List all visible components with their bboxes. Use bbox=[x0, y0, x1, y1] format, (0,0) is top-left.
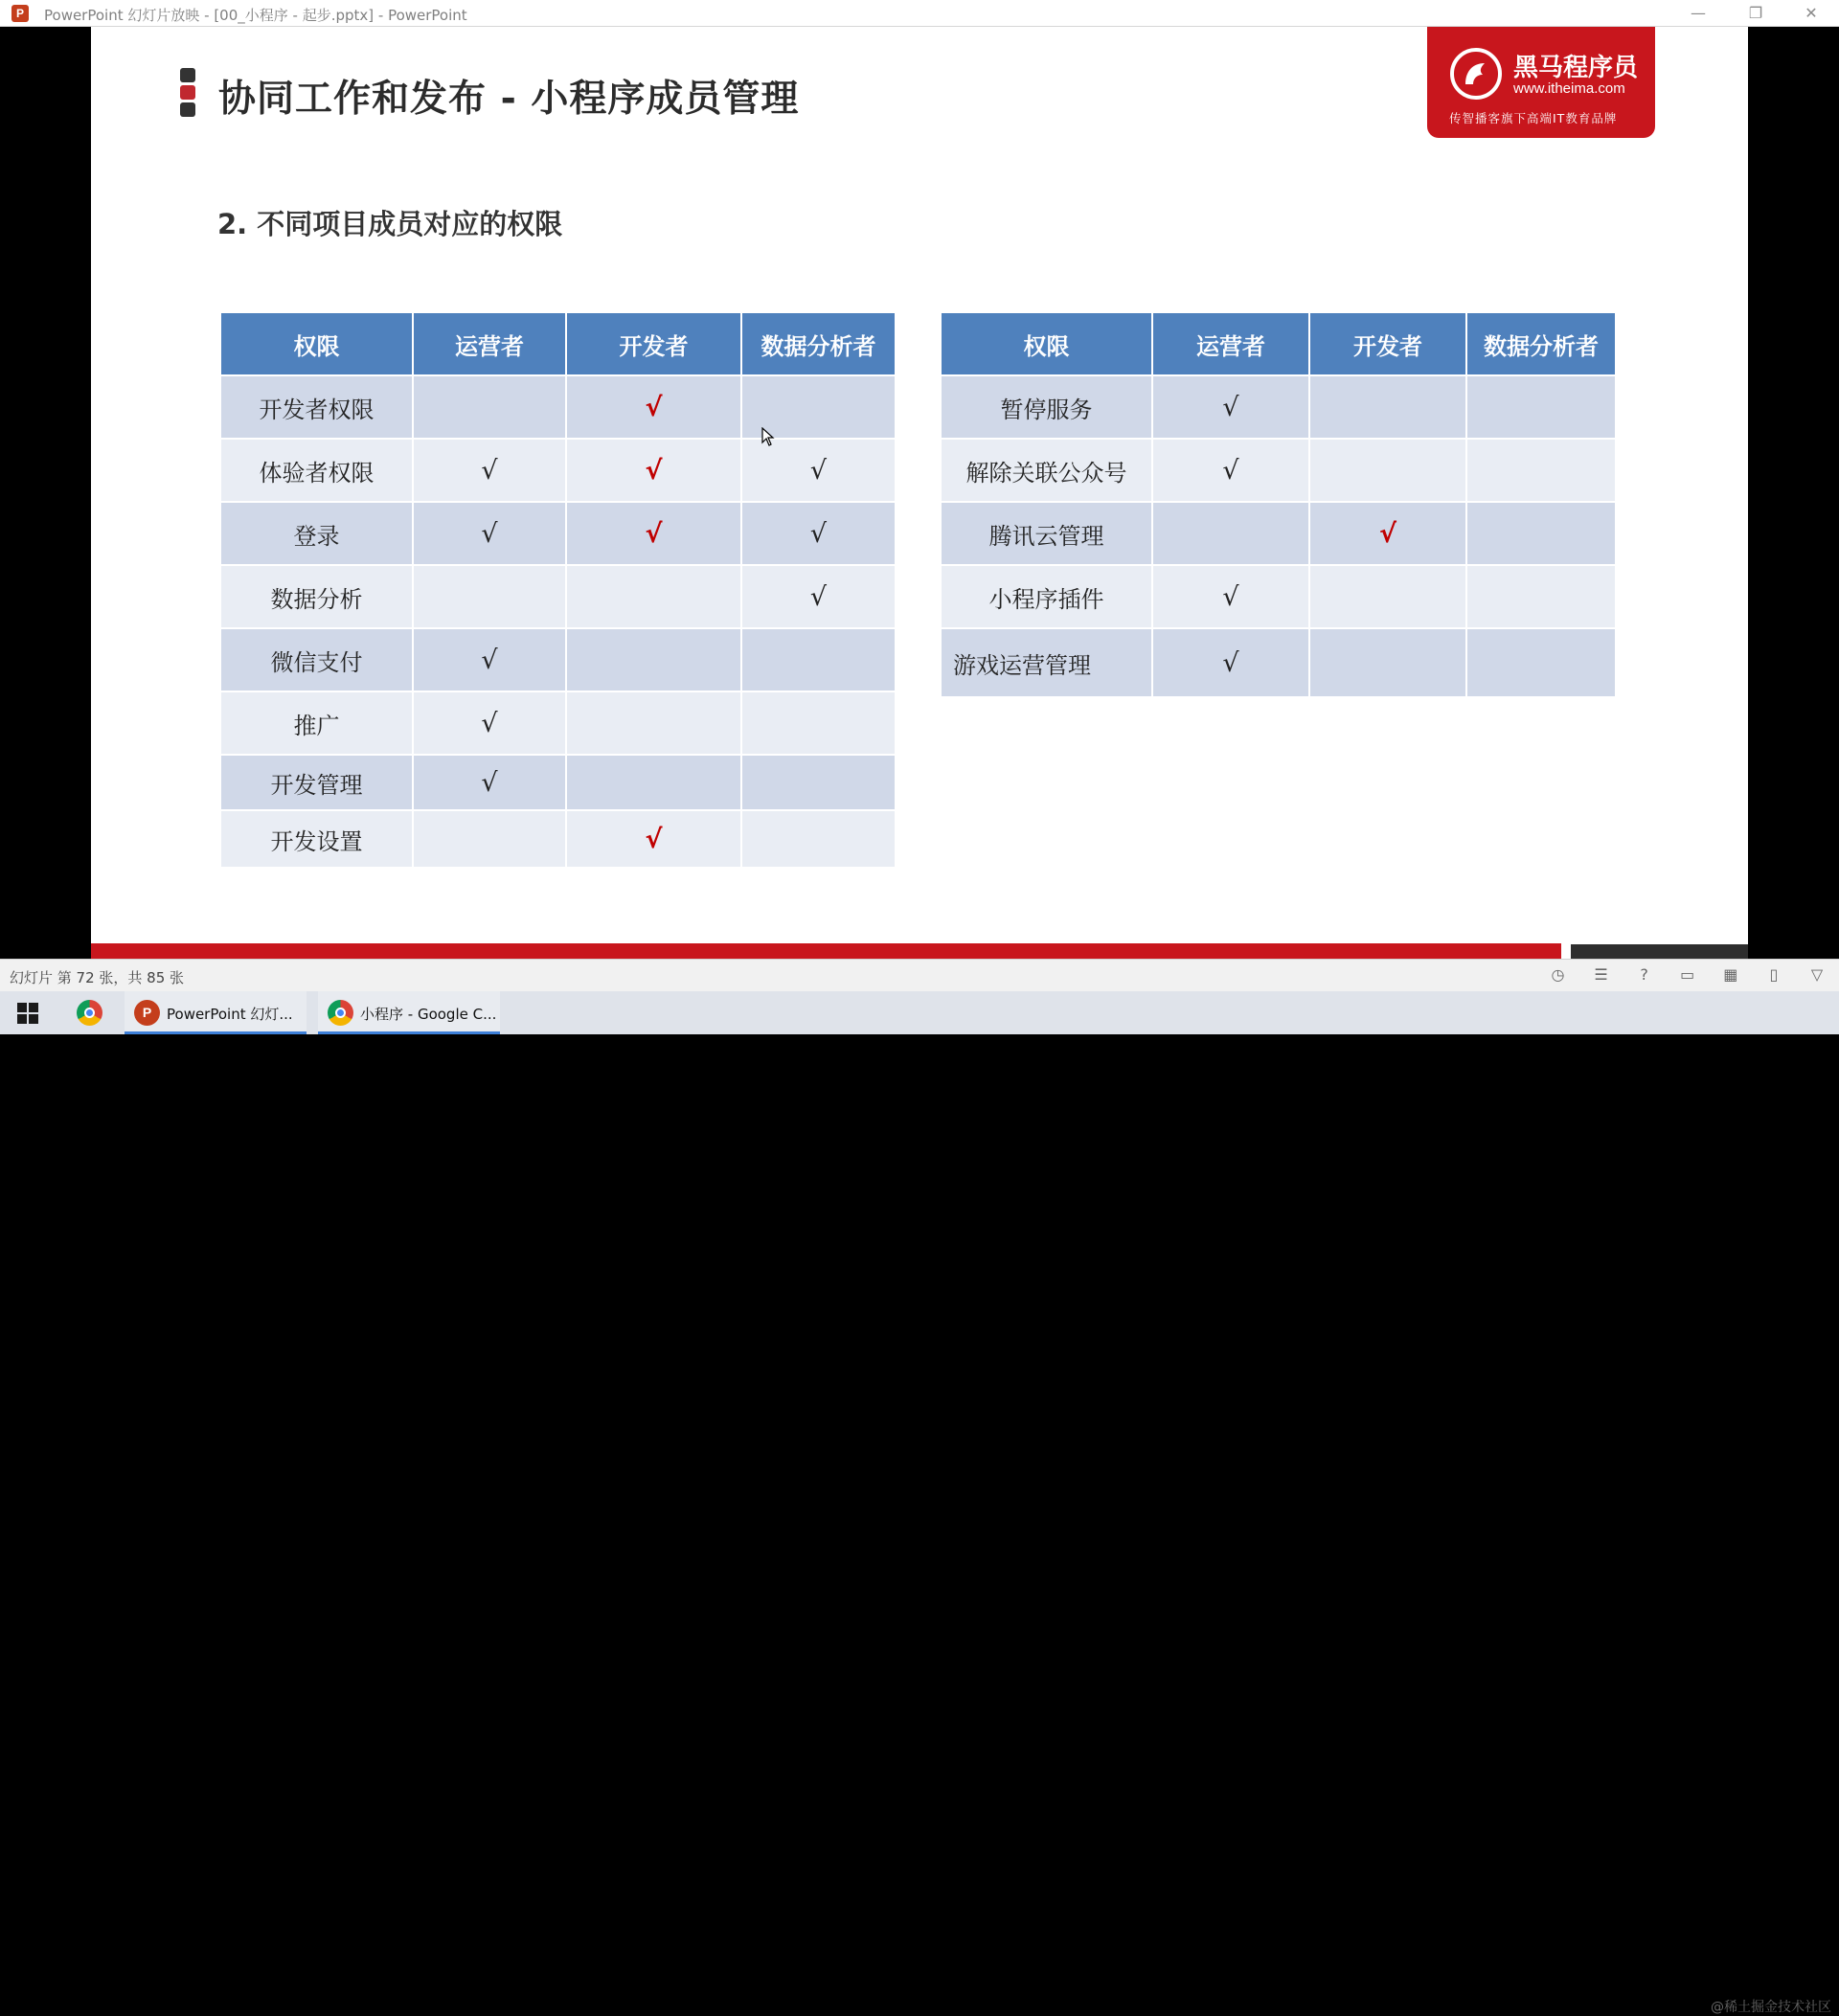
column-header: 运营者 bbox=[414, 313, 565, 376]
watermark-text: @稀土掘金技术社区 bbox=[1711, 2000, 1831, 2015]
check-mark bbox=[742, 629, 895, 692]
check-mark bbox=[1153, 503, 1308, 566]
windows-start-icon[interactable] bbox=[17, 1003, 38, 1024]
column-header: 权限 bbox=[942, 313, 1151, 376]
check-mark bbox=[1467, 440, 1615, 503]
column-header: 数据分析者 bbox=[742, 313, 895, 376]
table-row bbox=[942, 376, 1615, 440]
check-mark bbox=[1467, 376, 1615, 440]
table-row bbox=[221, 629, 895, 692]
check-mark: √ bbox=[567, 503, 740, 566]
check-mark: √ bbox=[742, 440, 895, 503]
permission-label: 开发设置 bbox=[221, 811, 412, 869]
windows-taskbar bbox=[0, 991, 1839, 2015]
slide-canvas[interactable] bbox=[91, 27, 1748, 959]
check-mark: √ bbox=[1153, 376, 1308, 440]
permission-label: 解除关联公众号 bbox=[942, 440, 1151, 503]
check-mark bbox=[1467, 566, 1615, 629]
table-row bbox=[942, 629, 1615, 698]
powerpoint-icon: P bbox=[134, 1000, 160, 1026]
table-row bbox=[221, 440, 895, 503]
taskbar-item-label: PowerPoint 幻灯... bbox=[167, 1006, 293, 1023]
check-mark bbox=[1310, 376, 1465, 440]
powerpoint-icon: P bbox=[11, 5, 29, 22]
column-header: 开发者 bbox=[567, 313, 740, 376]
check-mark bbox=[1467, 629, 1615, 698]
check-mark bbox=[414, 566, 565, 629]
taskbar-item-chrome[interactable] bbox=[318, 991, 500, 1034]
slideshow-icon[interactable]: ▽ bbox=[1810, 965, 1824, 984]
window-titlebar bbox=[0, 0, 1839, 27]
permission-label: 开发管理 bbox=[221, 756, 412, 811]
column-header: 开发者 bbox=[1310, 313, 1465, 376]
title-marker-icon bbox=[180, 68, 195, 120]
check-mark: √ bbox=[1310, 503, 1465, 566]
table-row bbox=[221, 692, 895, 756]
permission-label: 腾讯云管理 bbox=[942, 503, 1151, 566]
permission-label: 数据分析 bbox=[221, 566, 412, 629]
column-header: 权限 bbox=[221, 313, 412, 376]
reading-view-icon[interactable]: ▯ bbox=[1769, 965, 1779, 984]
check-mark: √ bbox=[1153, 566, 1308, 629]
permission-label: 微信支付 bbox=[221, 629, 412, 692]
check-mark bbox=[742, 811, 895, 869]
check-mark: √ bbox=[742, 503, 895, 566]
check-mark: √ bbox=[414, 503, 565, 566]
check-mark: √ bbox=[414, 692, 565, 756]
table-row bbox=[221, 756, 895, 811]
table-row bbox=[221, 811, 895, 869]
table-row bbox=[221, 376, 895, 440]
check-mark bbox=[742, 692, 895, 756]
logo-name: 黑马程序员 bbox=[1513, 54, 1639, 82]
column-header: 运营者 bbox=[1153, 313, 1308, 376]
check-mark bbox=[1310, 629, 1465, 698]
normal-view-icon[interactable]: ▭ bbox=[1680, 965, 1695, 984]
chrome-icon bbox=[328, 1000, 353, 1026]
permissions-table-left bbox=[219, 313, 897, 869]
permission-label: 推广 bbox=[221, 692, 412, 756]
table-row bbox=[942, 440, 1615, 503]
presenter-status-bar bbox=[0, 959, 1839, 991]
footer-band bbox=[91, 943, 1561, 959]
check-mark bbox=[742, 756, 895, 811]
check-mark: √ bbox=[1153, 440, 1308, 503]
permission-label: 小程序插件 bbox=[942, 566, 1151, 629]
slide-subtitle: 2. 不同项目成员对应的权限 bbox=[217, 208, 563, 240]
table-row bbox=[942, 503, 1615, 566]
check-mark: √ bbox=[414, 629, 565, 692]
check-mark: √ bbox=[1153, 629, 1308, 698]
permissions-table-right bbox=[940, 313, 1617, 698]
logo-slogan: 传智播客旗下高端IT教育品牌 bbox=[1449, 111, 1618, 125]
check-mark: √ bbox=[567, 811, 740, 869]
permission-label: 开发者权限 bbox=[221, 376, 412, 440]
check-mark bbox=[1310, 566, 1465, 629]
check-mark bbox=[567, 692, 740, 756]
window-title: PowerPoint 幻灯片放映 - [00_小程序 - 起步.pptx] - PowerPoint bbox=[44, 7, 467, 24]
permission-label: 暂停服务 bbox=[942, 376, 1151, 440]
check-mark bbox=[567, 756, 740, 811]
mouse-cursor-icon bbox=[761, 427, 775, 446]
footer-dark-block bbox=[1571, 944, 1748, 959]
horse-emblem-icon bbox=[1450, 48, 1502, 100]
check-mark bbox=[1310, 440, 1465, 503]
slide-title: 协同工作和发布 - 小程序成员管理 bbox=[218, 78, 800, 121]
logo-url: www.itheima.com bbox=[1513, 80, 1625, 97]
check-mark: √ bbox=[567, 440, 740, 503]
restore-button[interactable]: ❐ bbox=[1748, 4, 1763, 22]
check-mark: √ bbox=[414, 756, 565, 811]
chrome-icon[interactable] bbox=[77, 1000, 102, 1026]
table-row bbox=[221, 503, 895, 566]
check-mark: √ bbox=[567, 376, 740, 440]
check-mark bbox=[414, 811, 565, 869]
table-row bbox=[221, 566, 895, 629]
slide-counter: 幻灯片 第 72 张，共 85 张 bbox=[10, 969, 185, 986]
check-mark bbox=[567, 566, 740, 629]
check-mark bbox=[567, 629, 740, 692]
check-mark bbox=[1467, 503, 1615, 566]
permission-label: 体验者权限 bbox=[221, 440, 412, 503]
slide-sorter-icon[interactable]: ▦ bbox=[1723, 965, 1738, 984]
notes-icon[interactable]: ☰ bbox=[1594, 965, 1608, 984]
column-header: 数据分析者 bbox=[1467, 313, 1615, 376]
taskbar-item-label: 小程序 - Google C... bbox=[360, 1006, 497, 1023]
brand-logo bbox=[1427, 27, 1655, 138]
check-mark bbox=[414, 376, 565, 440]
timer-icon[interactable]: ◷ bbox=[1551, 965, 1565, 984]
permission-label: 游戏运营管理 bbox=[942, 629, 1151, 698]
permission-label: 登录 bbox=[221, 503, 412, 566]
check-mark: √ bbox=[414, 440, 565, 503]
taskbar-item-powerpoint[interactable] bbox=[125, 991, 306, 1034]
help-icon[interactable]: ? bbox=[1640, 965, 1648, 984]
minimize-button[interactable]: — bbox=[1691, 4, 1706, 22]
table-row bbox=[942, 566, 1615, 629]
check-mark: √ bbox=[742, 566, 895, 629]
close-button[interactable]: ✕ bbox=[1805, 4, 1818, 22]
